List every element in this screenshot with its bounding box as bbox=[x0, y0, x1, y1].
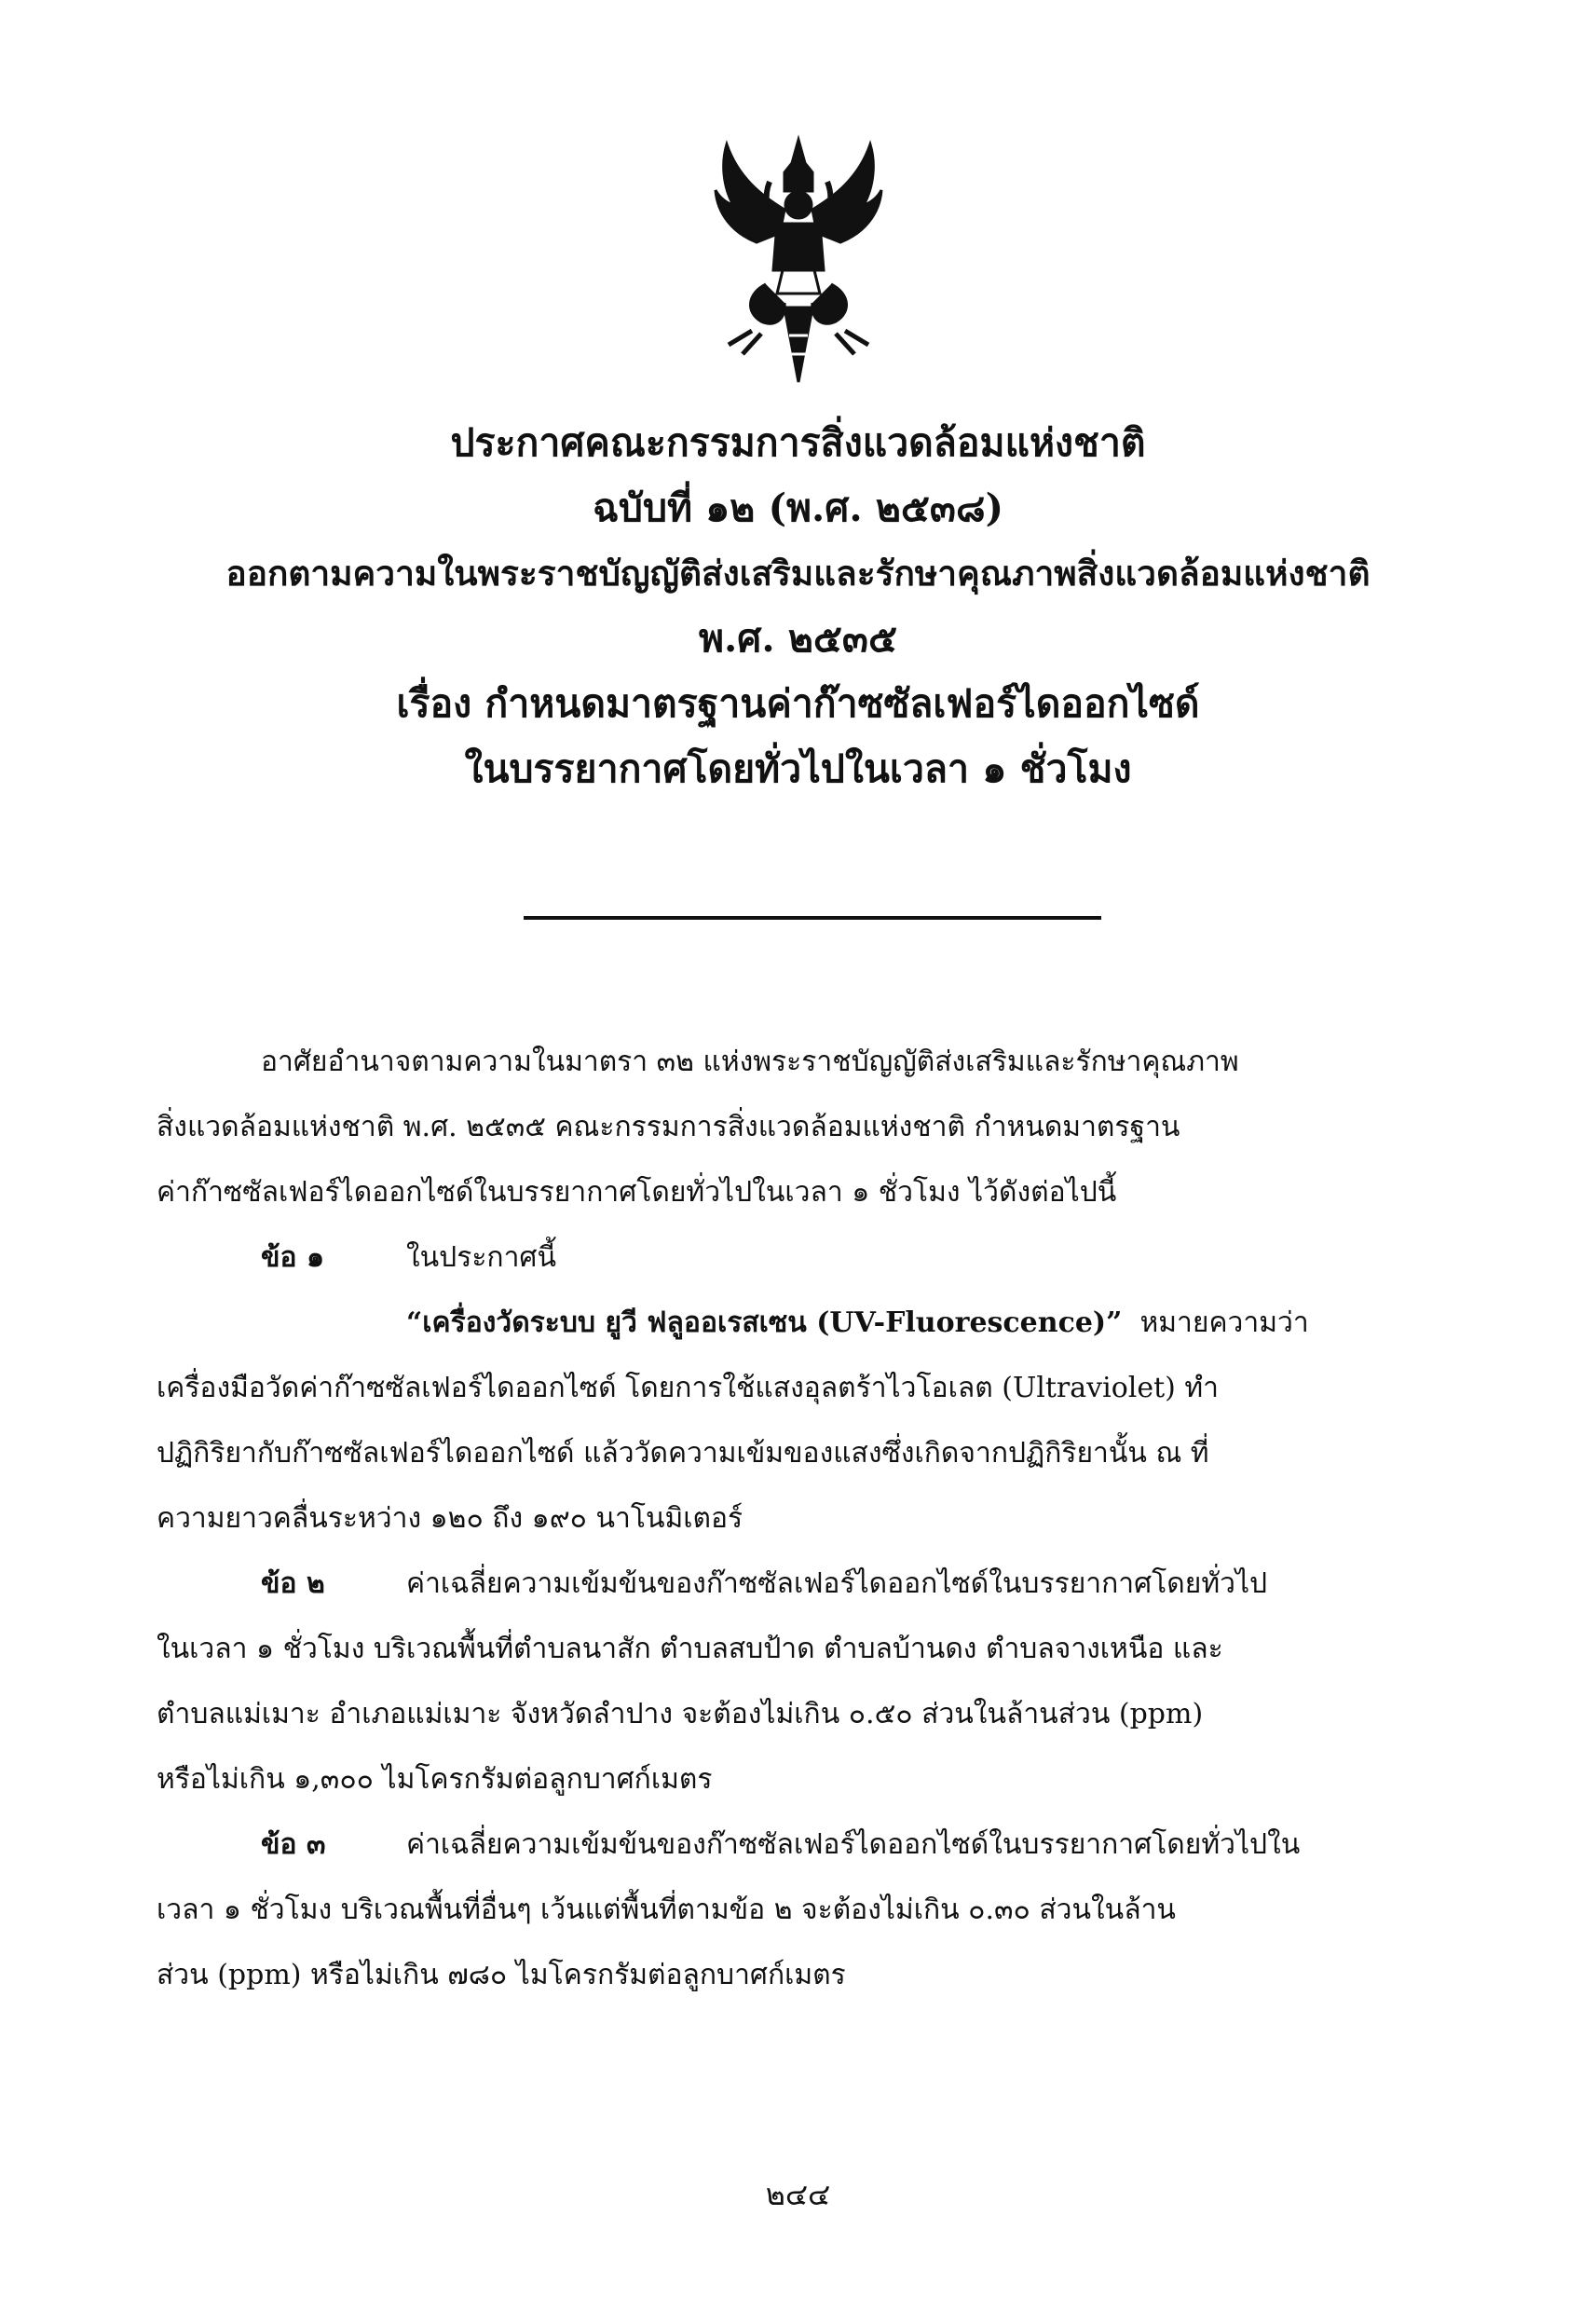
clause-2-line-2: ตำบลแม่เมาะ อำเภอแม่เมาะ จังหวัดลำปาง จะต้องไม่เกิน ๐.๕๐ ส่วนในล้านส่วน (ppm) bbox=[157, 1698, 1204, 1730]
clause-2-line-1: ในเวลา ๑ ชั่วโมง บริเวณพื้นที่ตำบลนาสัก ตำบลสบป้าด ตำบลบ้านดง ตำบลจางเหนือ และ bbox=[157, 1633, 1223, 1665]
clause-3-heading bbox=[157, 1812, 1470, 1878]
preamble-line-2: สิ่งแวดล้อมแห่งชาติ พ.ศ. ๒๕๓๕ คณะกรรมการสิ่งแวดล้อมแห่งชาติ กำหนดมาตรฐาน bbox=[157, 1111, 1180, 1143]
heading-divider bbox=[524, 916, 1101, 920]
clause-1-line-3: ความยาวคลื่นระหว่าง ๑๒๐ ถึง ๑๙๐ นาโนมิเตอร์ bbox=[157, 1502, 743, 1535]
clause-1-term-rest: หมายความว่า bbox=[1139, 1306, 1309, 1339]
heading-line-2: ฉบับที่ ๑๒ (พ.ศ. ๒๕๓๘) bbox=[593, 485, 1003, 530]
clause-1-intro: ในประกาศนี้ bbox=[406, 1241, 556, 1274]
heading-line-3: ออกตามความในพระราชบัญญัติส่งเสริมและรักษาคุณภาพสิ่งแวดล้อมแห่งชาติ bbox=[225, 553, 1371, 594]
clause-3-number: ข้อ ๓ bbox=[261, 1828, 326, 1861]
clause-1-heading bbox=[157, 1225, 1470, 1291]
page-number: ๒๔๔ bbox=[765, 2177, 831, 2212]
clause-1-definition bbox=[157, 1291, 1470, 1356]
heading-line-5: เรื่อง กำหนดมาตรฐานค่าก๊าซซัลเฟอร์ไดออกไซด์ bbox=[396, 681, 1200, 726]
clause-2-heading bbox=[157, 1552, 1470, 1617]
clause-3-first-line: ค่าเฉลี่ยความเข้มข้นของก๊าซซัลเฟอร์ไดออกไซด์ในบรรยากาศโดยทั่วไปใน bbox=[406, 1828, 1301, 1861]
heading-line-4: พ.ศ. ๒๕๓๕ bbox=[699, 616, 897, 661]
clause-2-number: ข้อ ๒ bbox=[261, 1567, 325, 1600]
clause-2-first-line: ค่าเฉลี่ยความเข้มข้นของก๊าซซัลเฟอร์ไดออกไซด์ในบรรยากาศโดยทั่วไป bbox=[406, 1567, 1268, 1600]
clause-1-line-1: เครื่องมือวัดค่าก๊าซซัลเฟอร์ไดออกไซด์ โดยการใช้แสงอุลตร้าไวโอเลต (Ultraviolet) ทำ bbox=[157, 1372, 1220, 1404]
heading-line-1: ประกาศคณะกรรมการสิ่งแวดล้อมแห่งชาติ bbox=[450, 420, 1146, 465]
clause-1-number: ข้อ ๑ bbox=[261, 1241, 325, 1274]
clause-1-term: “เครื่องวัดระบบ ยูวี ฟลูออเรสเซน (UV-Fluorescence)” bbox=[406, 1306, 1123, 1339]
clause-3-line-2: ส่วน (ppm) หรือไม่เกิน ๗๘๐ ไมโครกรัมต่อลูกบาศก์เมตร bbox=[157, 1959, 846, 1991]
garuda-emblem-icon bbox=[710, 121, 887, 401]
announcement-heading bbox=[0, 410, 1596, 801]
clause-3-line-1: เวลา ๑ ชั่วโมง บริเวณพื้นที่อื่นๆ เว้นแต่พื้นที่ตามข้อ ๒ จะต้องไม่เกิน ๐.๓๐ ส่วนในล้าน bbox=[157, 1894, 1176, 1926]
preamble-line-3: ค่าก๊าซซัลเฟอร์ไดออกไซด์ในบรรยากาศโดยทั่วไปในเวลา ๑ ชั่วโมง ไว้ดังต่อไปนี้ bbox=[157, 1176, 1117, 1209]
clause-1-line-2: ปฏิกิริยากับก๊าซซัลเฟอร์ไดออกไซด์ แล้ววัดความเข้มของแสงซึ่งเกิดจากปฏิกิริยานั้น ณ ที่ bbox=[157, 1437, 1209, 1470]
preamble-line-1: อาศัยอำนาจตามความในมาตรา ๓๒ แห่งพระราชบัญญัติส่งเสริมและรักษาคุณภาพ bbox=[261, 1046, 1239, 1078]
clause-2-line-3: หรือไม่เกิน ๑,๓๐๐ ไมโครกรัมต่อลูกบาศก์เมตร bbox=[157, 1763, 713, 1796]
heading-line-6: ในบรรยากาศโดยทั่วไปในเวลา ๑ ชั่วโมง bbox=[464, 746, 1132, 791]
